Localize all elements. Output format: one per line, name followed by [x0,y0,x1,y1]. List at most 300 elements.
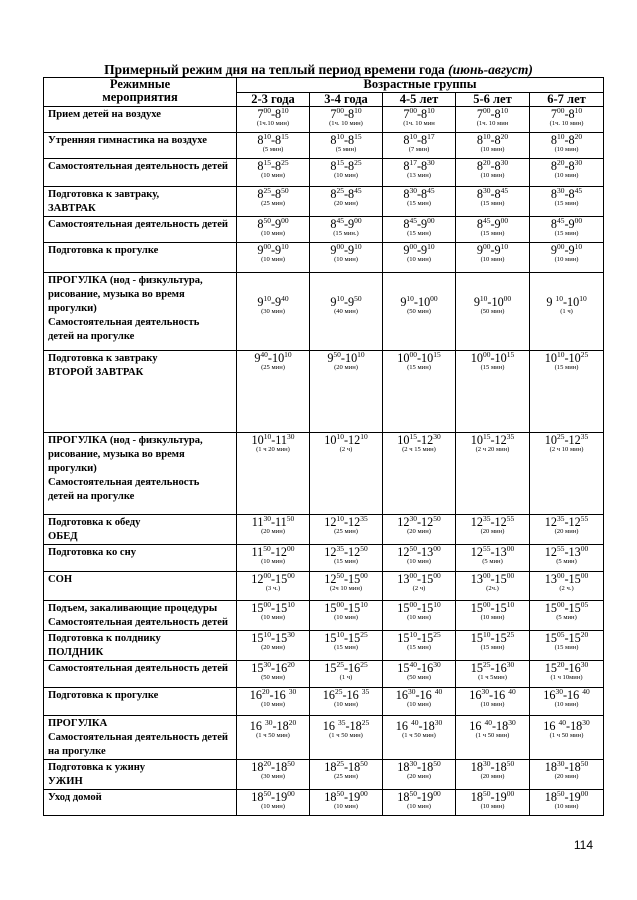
time-range: $8^{10}-8^{15}$ [330,132,362,147]
time-cell [383,716,456,760]
time-hour: 15 [421,631,434,645]
time-hour: 18 [570,719,583,733]
header-group: 5-6 лет [456,93,530,107]
time-cell [383,133,456,159]
time-hour: 18 [421,760,434,774]
time-range: $15^{00}-15^{10}$ [470,600,515,615]
time-hour: 8 [568,159,575,173]
time-cell [456,631,530,661]
time-minutes: 10 [506,600,515,609]
time-hour: 15 [251,631,264,645]
time-cell [310,351,383,433]
duration: (10 мин) [261,803,285,810]
time-cell [310,572,383,601]
duration: (1 ч 10мин) [550,674,583,681]
time-hour: 18 [324,790,337,804]
activity-line: рисование, музыка во время [48,289,185,300]
table-row [44,187,604,217]
time-minutes: 15 [281,132,289,141]
time-cell [530,545,604,572]
time-hour: 8 [257,133,264,147]
time-range: $9^{10}-10^{00}$ [400,294,438,309]
time-hour: 8 [476,159,483,173]
time-hour: 16 [567,688,583,702]
time-minutes: 00 [500,216,509,225]
time-minutes: 20 [263,759,271,768]
duration: (1 ч) [560,308,573,315]
time-minutes: 50 [263,789,271,798]
time-cell [383,273,456,351]
header-activities-line: мероприятия [102,90,178,104]
duration: (15 мин.) [333,230,359,237]
table-row [44,273,604,351]
activity-cell [44,716,237,760]
time-cell [237,572,310,601]
time-minutes: 30 [263,514,271,523]
time-hour: 8 [348,133,355,147]
time-hour: 15 [348,572,361,586]
time-minutes: 50 [433,514,441,523]
time-range: $9^{10}-9^{40}$ [257,294,289,309]
time-minutes: 00 [580,544,589,553]
time-minutes: 50 [556,789,565,798]
time-hour: 15 [275,631,288,645]
duration: (15 мин) [554,230,579,237]
time-cell [383,515,456,545]
time-range: 16 $^{40}-18^{30}$ [395,718,443,733]
duration: (30 мин) [261,773,285,780]
time-hour: 18 [397,760,410,774]
duration: (20 мин) [407,773,431,780]
time-minutes: 30 [288,687,297,696]
time-range: $18^{50}-19^{00}$ [251,789,295,804]
duration: (20 мин) [480,773,505,780]
time-minutes: 30 [433,660,441,669]
time-range: $15^{05}-15^{20}$ [544,630,589,645]
time-hour: 8 [476,133,483,147]
title-main: Примерный режим дня на теплый период времени года [104,62,445,77]
activity-line: прогулки) [48,463,97,474]
time-cell [530,351,604,433]
time-hour: 16 [543,719,559,733]
duration: (10 мин) [407,614,431,621]
duration: (50 мин) [480,308,505,315]
time-cell [530,243,604,273]
time-minutes: 10 [354,106,362,115]
time-hour: 18 [348,760,361,774]
duration: (20 мин) [334,200,358,207]
time-hour: 11 [275,433,287,447]
time-hour: 15 [251,661,264,675]
activity-cell [44,545,237,572]
time-range: $8^{45}-9^{00}$ [330,216,362,231]
duration: (25 мин) [261,364,285,371]
time-hour: 15 [421,572,434,586]
time-hour: 15 [324,631,337,645]
time-cell [310,433,383,515]
duration: (10 мин) [334,803,358,810]
header-age-groups: Возрастные группы [237,78,604,93]
table-row [44,572,604,601]
duration: (2 ч 10 мин) [549,446,584,453]
time-range: $8^{20}-8^{30}$ [550,158,583,173]
time-hour: 9 [550,243,557,257]
time-minutes: 20 [287,660,295,669]
time-minutes: 30 [556,759,565,768]
time-range: $18^{50}-19^{00}$ [397,789,441,804]
time-minutes: 30 [582,718,590,727]
table-row [44,760,604,790]
page-title [0,62,637,78]
time-minutes: 25 [360,660,368,669]
page-number: 114 [573,838,593,852]
time-minutes: 10 [336,630,344,639]
time-minutes: 00 [503,294,512,303]
time-hour: 13 [397,572,410,586]
time-range: $8^{30}-8^{45}$ [403,186,435,201]
time-cell [237,688,310,716]
time-range: $18^{30}-18^{50}$ [544,759,589,774]
time-hour: 15 [494,601,507,615]
duration: (10 мин) [407,256,431,263]
time-range: $7^{00}-8^{10}$ [257,106,289,121]
time-hour: 11 [251,515,264,529]
duration: (3 ч.) [265,585,281,592]
time-cell [530,688,604,716]
time-hour: 16 [249,688,262,702]
time-hour: 10 [421,351,434,365]
time-hour: 18 [276,719,289,733]
time-minutes: 00 [287,544,295,553]
time-minutes: 00 [433,789,441,798]
time-minutes: 00 [482,106,491,115]
time-minutes: 00 [482,242,491,251]
time-hour: 9 [275,243,282,257]
duration: (2 ч.) [559,585,574,592]
time-minutes: 40 [558,718,566,727]
time-minutes: 10 [281,106,289,115]
time-cell [310,159,383,187]
time-cell [310,187,383,217]
duration: (10 мин) [407,701,431,708]
time-range: $12^{55}-13^{00}$ [544,544,589,559]
time-range: $10^{15}-12^{30}$ [397,432,441,447]
duration: (1ч. 10 мин) [549,120,584,127]
activity-cell [44,133,237,159]
time-cell [310,273,383,351]
time-minutes: 00 [281,216,289,225]
time-minutes: 10 [263,630,271,639]
time-cell [237,601,310,631]
time-hour: 8 [275,133,282,147]
duration: (1 ч 50 мин) [256,732,290,739]
duration: (15 мин) [554,644,579,651]
time-hour: 15 [251,601,264,615]
time-hour: 18 [568,760,581,774]
duration: (10 мин) [554,146,579,153]
time-minutes: 10 [263,132,271,141]
time-range: $15^{25}-16^{30}$ [470,660,515,675]
time-minutes: 50 [360,544,368,553]
time-range: $18^{30}-18^{50}$ [470,759,515,774]
time-hour: 9 [403,243,410,257]
time-hour: 16 [275,661,288,675]
duration: (10 мин) [334,256,358,263]
time-minutes: 10 [556,132,565,141]
time-minutes: 40 [484,718,492,727]
time-range: $9^{40}-10^{10}$ [254,350,292,365]
duration: (15 мин) [554,364,579,371]
time-hour: 10 [417,295,431,309]
time-hour: 12 [348,545,361,559]
time-minutes: 50 [580,759,589,768]
time-hour: 12 [348,515,361,529]
activity-line: Самостоятельная деятельность детей [48,663,229,674]
time-hour: 18 [251,760,264,774]
time-minutes: 15 [336,158,344,167]
activity-line: Утренняя гимнастика на воздухе [48,135,207,146]
time-minutes: 00 [430,294,438,303]
time-minutes: 00 [556,571,565,580]
time-hour: 8 [403,159,410,173]
duration: (20 мин) [407,528,431,535]
duration: (1ч. 10 мин [403,120,435,127]
time-minutes: 15 [263,158,271,167]
time-hour: 8 [421,187,428,201]
time-minutes: 00 [556,600,565,609]
time-hour: 8 [550,133,557,147]
activity-cell [44,217,237,243]
time-cell [237,760,310,790]
activity-cell [44,515,237,545]
time-hour: 10 [491,295,504,309]
time-range: $10^{00}-10^{15}$ [397,350,441,365]
time-hour: 8 [494,133,501,147]
time-minutes: 10 [406,294,414,303]
time-minutes: 00 [287,571,295,580]
time-minutes: 00 [556,106,565,115]
duration: (10 мин) [407,558,431,565]
duration: (15 мин) [480,230,505,237]
time-hour: 10 [271,351,285,365]
time-range: $15^{10}-15^{25}$ [324,630,368,645]
time-minutes: 10 [427,242,435,251]
time-hour: 10 [397,351,410,365]
time-minutes: 00 [433,544,441,553]
time-cell [456,433,530,515]
header-group: 4-5 лет [383,93,456,107]
time-minutes: 10 [354,242,362,251]
time-hour: 18 [397,790,410,804]
time-minutes: 00 [580,789,589,798]
time-hour: 18 [349,719,362,733]
time-range: $12^{30}-12^{50}$ [397,514,441,529]
time-cell [456,716,530,760]
table-row [44,716,604,760]
time-cell [530,217,604,243]
time-range: $11^{30}-11^{50}$ [251,514,295,529]
time-minutes: 25 [336,186,344,195]
time-hour: 15 [568,631,581,645]
time-minutes: 30 [434,718,443,727]
time-hour: 9 [348,295,355,309]
time-cell [237,107,310,133]
table-row [44,601,604,631]
time-minutes: 10 [360,600,368,609]
time-range: $9^{10}-10^{00}$ [473,294,512,309]
duration: (10 мин) [407,803,431,810]
time-hour: 9 [476,243,483,257]
activity-cell [44,631,237,661]
time-minutes: 00 [556,242,565,251]
time-minutes: 35 [337,718,346,727]
time-hour: 10 [494,351,507,365]
time-cell [237,243,310,273]
time-hour: 15 [470,661,483,675]
time-minutes: 00 [354,216,362,225]
time-minutes: 10 [556,350,565,359]
table-row [44,107,604,133]
duration: (15 мин) [407,230,431,237]
time-minutes: 30 [409,514,417,523]
time-minutes: 45 [336,216,344,225]
activity-line: Самостоятельная деятельность детей [48,219,229,230]
duration: (1 ч 20 мин) [256,446,290,453]
time-minutes: 00 [409,350,417,359]
time-hour: 10 [397,433,410,447]
time-range: $9^{50}-10^{10}$ [327,350,365,365]
time-hour: 12 [494,433,507,447]
activity-cell [44,243,237,273]
time-hour: 8 [348,159,355,173]
activity-line: СОН [48,574,73,585]
time-hour: 8 [275,107,282,121]
time-cell [383,351,456,433]
activity-cell [44,790,237,816]
duration: (10 мин) [261,256,285,263]
activity-line: Подъем, закаливающие процедуры [48,603,218,614]
time-range: $15^{30}-16^{20}$ [251,660,295,675]
time-cell [237,790,310,816]
activity-cell [44,572,237,601]
activity-line: ВТОРОЙ ЗАВТРАК [48,367,144,378]
time-minutes: 50 [263,216,271,225]
time-cell [456,133,530,159]
time-hour: 8 [494,187,501,201]
time-range: $13^{00}-15^{00}$ [470,571,515,586]
time-cell [237,133,310,159]
table-row [44,133,604,159]
time-cell [237,515,310,545]
time-minutes: 10 [281,242,289,251]
duration: (50 мин) [407,308,431,315]
time-cell [530,631,604,661]
time-minutes: 10 [336,294,344,303]
time-minutes: 15 [433,350,441,359]
time-hour: 12 [421,433,434,447]
time-minutes: 10 [357,350,365,359]
time-hour: 8 [330,217,337,231]
time-hour: 8 [568,107,575,121]
time-range: $18^{30}-18^{50}$ [397,759,441,774]
time-minutes: 00 [433,571,441,580]
duration: (20 мин) [480,528,505,535]
time-cell [383,187,456,217]
time-cell [383,688,456,716]
duration: (20 мин) [554,528,579,535]
time-hour: 9 [257,295,264,309]
time-hour: 8 [494,107,501,121]
time-hour: 16 [322,719,338,733]
activity-line: Подготовка к завтраку [48,353,158,364]
activity-line: на прогулке [48,746,106,757]
time-cell [456,243,530,273]
activity-line: Уход домой [48,792,102,803]
time-minutes: 30 [287,630,295,639]
time-minutes: 50 [360,759,368,768]
duration: (20 мин) [554,773,579,780]
time-cell [456,545,530,572]
time-minutes: 30 [263,660,271,669]
duration: (10 мин) [480,256,505,263]
time-cell [530,601,604,631]
table-row [44,515,604,545]
time-hour: 16 [348,661,361,675]
time-hour: 12 [421,515,434,529]
duration: (10 мин) [480,701,505,708]
time-hour: 8 [348,187,355,201]
duration: (10 мин) [480,146,505,153]
time-minutes: 00 [409,242,417,251]
time-hour: 15 [397,601,410,615]
time-minutes: 25 [556,432,565,441]
time-minutes: 40 [508,687,516,696]
time-range: $9^{00}-9^{10}$ [257,242,289,257]
time-minutes: 25 [336,759,344,768]
time-minutes: 10 [579,294,587,303]
time-range: $12^{35}-12^{55}$ [470,514,515,529]
time-cell [530,187,604,217]
time-range: $8^{30}-8^{45}$ [476,186,509,201]
duration: (15 мин) [334,644,358,651]
time-hour: 9 [568,217,575,231]
time-minutes: 00 [482,571,491,580]
time-minutes: 10 [336,514,344,523]
time-hour: 8 [494,159,501,173]
time-hour: 8 [257,159,264,173]
time-hour: 11 [251,545,264,559]
time-cell [383,760,456,790]
duration: (25 мин) [334,773,358,780]
duration: (10 мин) [554,701,579,708]
time-range: $15^{10}-15^{25}$ [397,630,441,645]
time-minutes: 40 [260,350,268,359]
duration: (1 ч 50 мин) [329,732,363,739]
time-minutes: 50 [263,544,271,553]
time-cell [310,661,383,688]
time-hour: 9 [546,295,556,309]
duration: (10 мин) [334,701,358,708]
time-range: $12^{35}-12^{50}$ [324,544,368,559]
table-row [44,351,604,433]
time-minutes: 25 [336,660,344,669]
time-hour: 9 [257,243,264,257]
time-cell [237,631,310,661]
time-hour: 15 [348,631,361,645]
time-hour: 18 [470,790,483,804]
time-minutes: 45 [354,186,362,195]
time-range: $8^{20}-8^{30}$ [476,158,509,173]
